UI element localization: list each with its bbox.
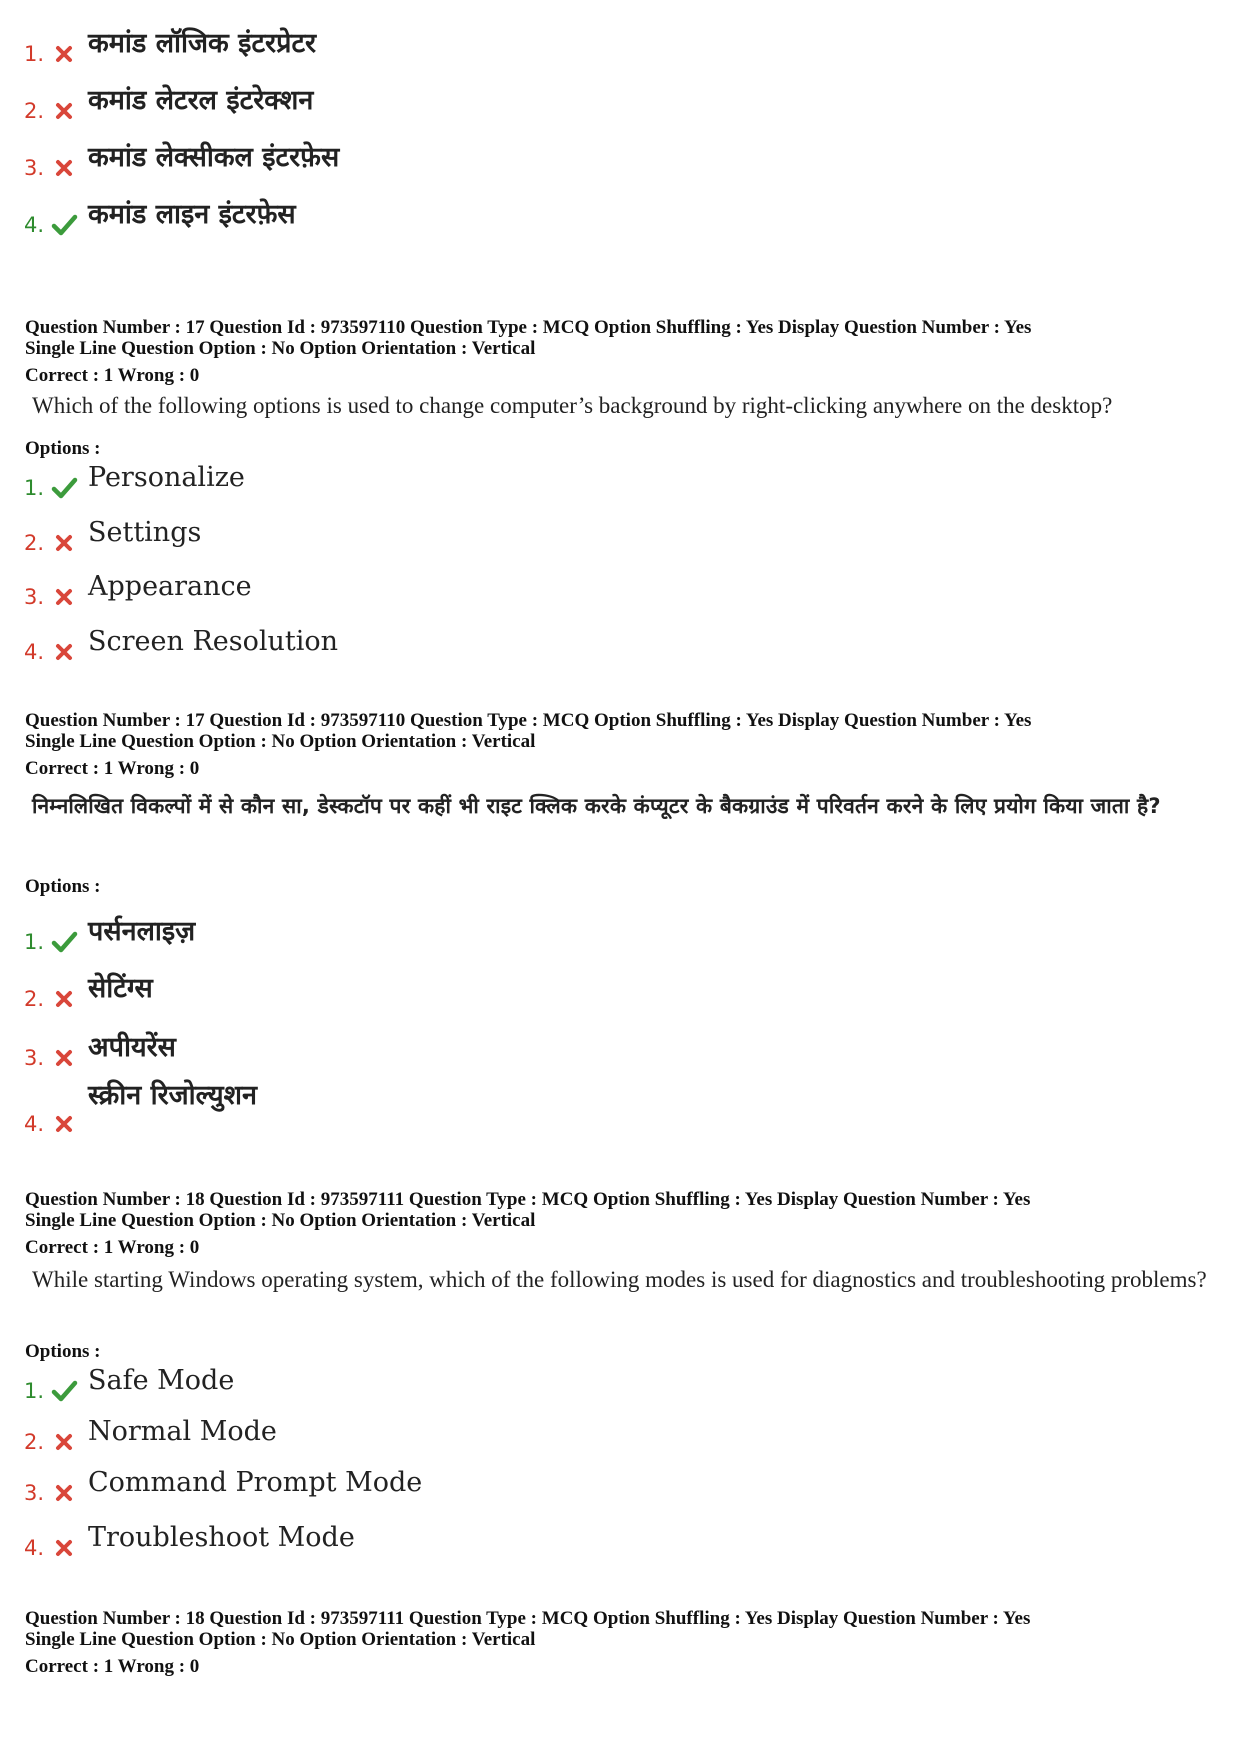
option-text: Safe Mode: [88, 1365, 235, 1396]
option-text: अपीयरेंस: [88, 1032, 176, 1063]
option-number: 3.: [24, 1481, 45, 1505]
option-text: Appearance: [88, 571, 252, 602]
question-text: निम्नलिखित विकल्पों में से कौन सा, डेस्कटॉप पर कहीं भी राइट क्लिक करके कंप्यूटर के बैकग्राउंड में परिवर्तन करने के लिए प्रयोग किया जाता है?: [32, 794, 1161, 818]
option-number: 4.: [24, 640, 45, 664]
cross-icon: [50, 584, 78, 610]
question-metadata: [25, 1189, 1220, 1231]
cross-icon: [50, 1111, 78, 1137]
option-text: सेटिंग्स: [88, 973, 153, 1004]
option-row: [24, 626, 339, 664]
option-text: Settings: [88, 517, 202, 548]
cross-icon: [50, 41, 78, 67]
checkmark-icon: [50, 1378, 78, 1404]
option-number: 2.: [24, 99, 45, 123]
cross-icon: [50, 530, 78, 556]
metadata-line: Single Line Question Option : No Option Orientation : Vertical: [25, 1210, 536, 1231]
option-text: कमांड लॉजिक इंटरप्रेटर: [88, 28, 317, 59]
score-line: Correct : 1 Wrong : 0: [25, 1656, 200, 1677]
option-text: Screen Resolution: [88, 626, 339, 657]
metadata-line: Single Line Question Option : No Option Orientation : Vertical: [25, 731, 536, 752]
options-label: Options :: [25, 438, 101, 459]
option-number: 1.: [24, 930, 45, 954]
question-text: Which of the following options is used to change computer’s background by right-clicking anywhere on the desktop?: [32, 393, 1113, 418]
option-row: [24, 1467, 423, 1505]
option-row: [24, 85, 314, 123]
score-line: Correct : 1 Wrong : 0: [25, 758, 200, 779]
checkmark-icon: [50, 475, 78, 501]
question-metadata: [25, 1608, 1220, 1650]
cross-icon: [50, 639, 78, 665]
option-number: 4.: [24, 1536, 45, 1560]
score-line: Correct : 1 Wrong : 0: [25, 365, 200, 386]
options-label: Options :: [25, 1341, 101, 1362]
option-row: [24, 1080, 258, 1136]
option-row: [24, 916, 196, 954]
checkmark-icon: [50, 212, 78, 238]
option-number: 3.: [24, 156, 45, 180]
option-number: 4.: [24, 1112, 45, 1136]
option-row: [24, 1522, 355, 1560]
option-number: 1.: [24, 1379, 45, 1403]
checkmark-icon: [50, 929, 78, 955]
cross-icon: [50, 1480, 78, 1506]
option-row: [24, 1416, 277, 1454]
option-row: [24, 973, 153, 1011]
option-row: [24, 517, 202, 555]
option-number: 4.: [24, 213, 45, 237]
option-row: [24, 1032, 176, 1070]
cross-icon: [50, 155, 78, 181]
option-number: 1.: [24, 476, 45, 500]
metadata-line: Question Number : 17 Question Id : 973597110 Question Type : MCQ Option Shuffling : Yes Display Question Number : Yes: [25, 710, 1032, 731]
cross-icon: [50, 1535, 78, 1561]
option-row: [24, 142, 340, 180]
metadata-line: Single Line Question Option : No Option Orientation : Vertical: [25, 338, 536, 359]
cross-icon: [50, 1429, 78, 1455]
option-row: [24, 199, 296, 237]
option-text: Command Prompt Mode: [88, 1467, 423, 1498]
option-number: 3.: [24, 585, 45, 609]
option-text: स्क्रीन रिजोल्युशन: [88, 1080, 258, 1111]
option-number: 3.: [24, 1046, 45, 1070]
options-label: Options :: [25, 876, 101, 897]
metadata-line: Question Number : 18 Question Id : 973597111 Question Type : MCQ Option Shuffling : Yes Display Question Number : Yes: [25, 1608, 1031, 1629]
option-number: 2.: [24, 531, 45, 555]
option-row: [24, 28, 317, 66]
question-metadata: [25, 317, 1220, 359]
metadata-line: Question Number : 17 Question Id : 973597110 Question Type : MCQ Option Shuffling : Yes Display Question Number : Yes: [25, 317, 1032, 338]
cross-icon: [50, 1045, 78, 1071]
option-row: [24, 462, 245, 500]
option-text: Troubleshoot Mode: [88, 1522, 355, 1553]
metadata-line: Question Number : 18 Question Id : 973597111 Question Type : MCQ Option Shuffling : Yes Display Question Number : Yes: [25, 1189, 1031, 1210]
option-row: [24, 1365, 235, 1403]
cross-icon: [50, 98, 78, 124]
option-row: [24, 571, 252, 609]
option-number: 1.: [24, 42, 45, 66]
option-number: 2.: [24, 1430, 45, 1454]
option-text: पर्सनलाइज़: [88, 916, 196, 947]
question-metadata: [25, 710, 1220, 752]
metadata-line: Single Line Question Option : No Option Orientation : Vertical: [25, 1629, 536, 1650]
option-text: कमांड लेक्सीकल इंटरफ़ेस: [88, 142, 340, 173]
score-line: Correct : 1 Wrong : 0: [25, 1237, 200, 1258]
option-text: कमांड लाइन इंटरफ़ेस: [88, 199, 296, 230]
cross-icon: [50, 986, 78, 1012]
option-number: 2.: [24, 987, 45, 1011]
option-text: कमांड लेटरल इंटरेक्शन: [88, 85, 314, 116]
option-text: Normal Mode: [88, 1416, 277, 1447]
question-text: While starting Windows operating system, which of the following modes is used for diagnostics and troubleshooting problems?: [32, 1267, 1207, 1292]
option-text: Personalize: [88, 462, 245, 493]
